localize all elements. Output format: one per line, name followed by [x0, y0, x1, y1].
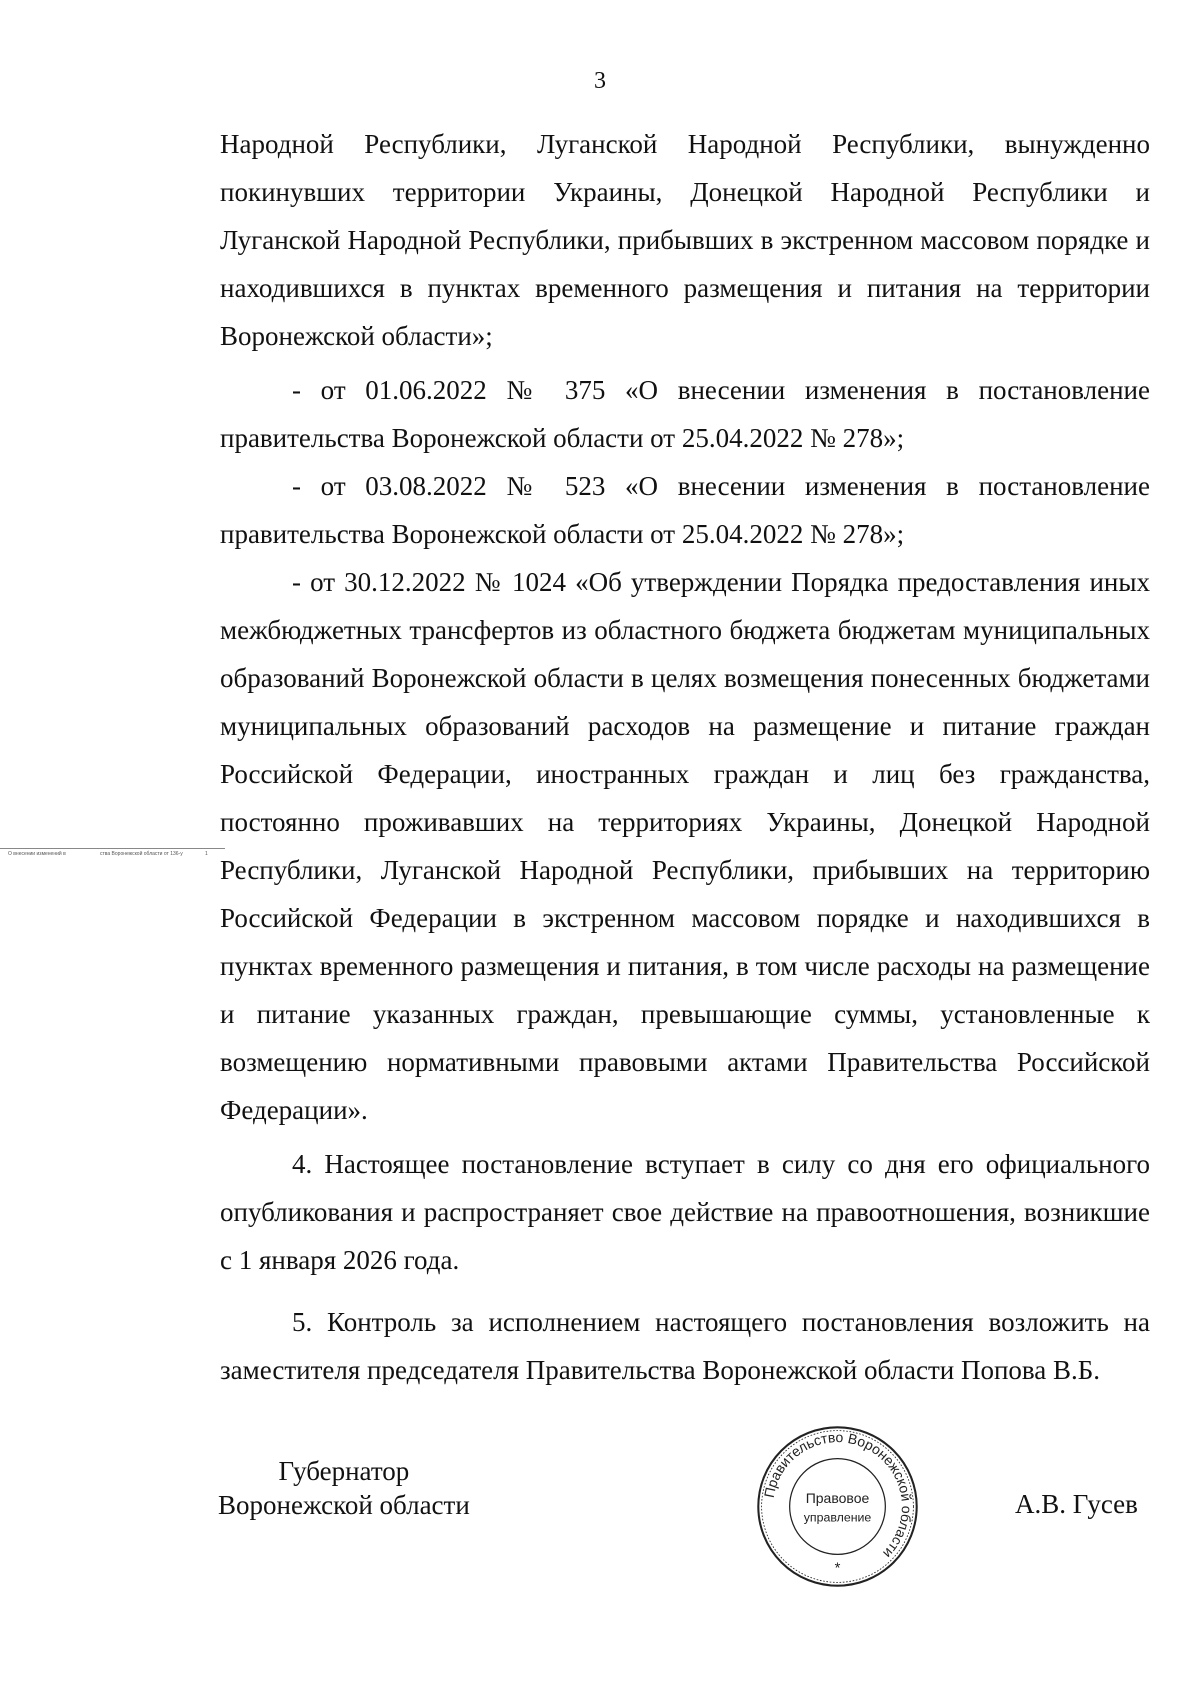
document-body	[220, 120, 1150, 1394]
page-number: 3	[594, 68, 606, 94]
side-note	[0, 848, 225, 867]
signatory-title-line-2: Воронежской области	[218, 1490, 470, 1520]
official-seal-stamp	[755, 1424, 920, 1589]
signatory-title-line-1: Губернатор	[278, 1456, 410, 1486]
stamp-star-icon: *	[834, 1560, 841, 1577]
paragraph-clause-5: 5. Контроль за исполнением настоящего постановления возложить на заместителя председателя Правительства Воронежской области Попова В.Б.	[220, 1307, 1150, 1385]
stamp-inner-line-1: Правовое	[805, 1490, 870, 1507]
paragraph-item-1024: - от 30.12.2022 № 1024 «Об утверждении Порядка предоставления иных межбюджетных трансфертов из областного бюджета бюджетам муниципальных образований Воронежской области в целях возмещения понесенных бюджетами муниципальных образований расходов на размещение и питание граждан Российской Федерации, иностранных граждан и лиц без гражданства, постоянно проживавших на территориях Украины, Донецкой Народной Республики, Луганской Народной Республики, прибывших на территорию Российской Федерации в экстренном массовом порядке и находившихся в пунктах временного размещения и питания, в том числе расходы на размещение и питание указанных граждан, превышающие суммы, установленные к возмещению нормативными правовыми актами Правительства Российской Федерации».	[220, 567, 1150, 1125]
signatory-title	[218, 1454, 470, 1522]
signature-block	[0, 1429, 1200, 1634]
paragraph-continuation: Народной Республики, Луганской Народной Республики, вынужденно покинувших территории Украины, Донецкой Народной Республики и Луганской Народной Республики, прибывших в экстренном массовом порядке и находившихся в пунктах временного размещения и питания на территории Воронежской области»;	[220, 129, 1150, 351]
side-note-text-1: О внесении изменений в	[8, 851, 66, 857]
paragraph-item-375: - от 01.06.2022 № 375 «О внесении изменения в постановление правительства Воронежской области от 25.04.2022 № 278»;	[220, 375, 1150, 453]
stamp-inner-line-2: управление	[803, 1510, 872, 1525]
paragraph-clause-4: 4. Настоящее постановление вступает в силу со дня его официального опубликования и распространяет свое действие на правоотношения, возникшие с 1 января 2026 года.	[220, 1149, 1150, 1275]
paragraph-item-523: - от 03.08.2022 № 523 «О внесении изменения в постановление правительства Воронежской области от 25.04.2022 № 278»;	[220, 471, 1150, 549]
signatory-name: А.В. Гусев	[1015, 1489, 1138, 1519]
side-note-text-3: 1	[205, 851, 208, 857]
side-note-text-2: ства Воронежской области от 136-у	[100, 851, 183, 857]
stamp-outer-text: Правительство Воронежской области	[760, 1429, 915, 1562]
